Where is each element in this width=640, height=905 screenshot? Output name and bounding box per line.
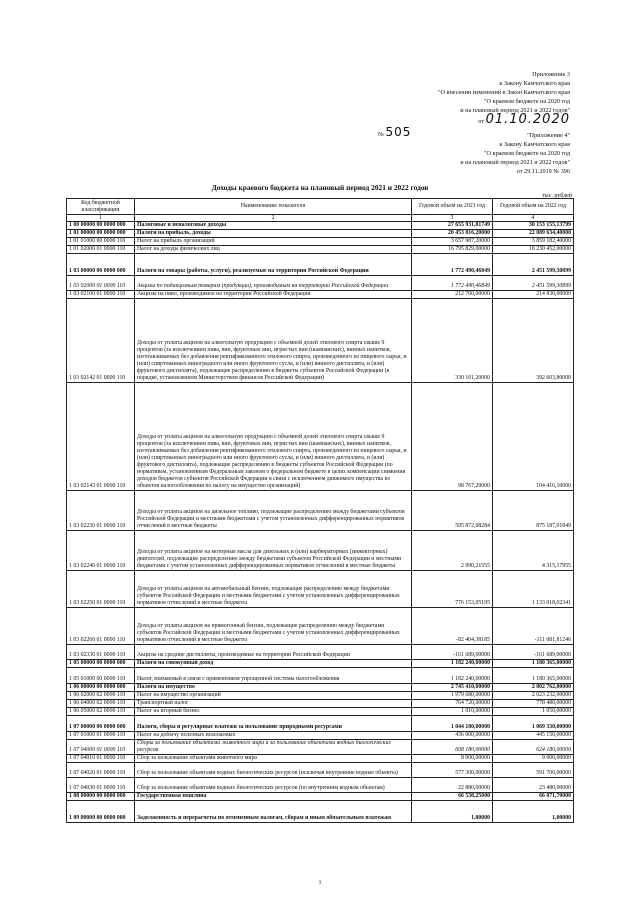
row-value-2021: 577 300,00000: [412, 763, 493, 778]
table-row: [67, 222, 574, 230]
handwritten-number: 505: [385, 125, 412, 139]
row-value-2022: 2 451 599,30899: [493, 254, 574, 276]
row-name: Налоговые и неналоговые доходы: [135, 222, 412, 230]
row-value-2022: 2 802 762,00000: [493, 684, 574, 692]
row-value-2022: 591 700,00000: [493, 763, 574, 778]
row-name: Налог на доходы физических лиц: [135, 246, 412, 254]
column-header-code: Код бюджетной классификации: [67, 199, 135, 215]
row-code: 1 03 02100 01 0000 110: [67, 291, 135, 299]
row-value-2022: 23 480,00000: [493, 778, 574, 793]
table-row: [67, 645, 574, 660]
law-ref-line: "О краевом бюджете на 2020 год: [484, 98, 570, 105]
row-name: Доходы от уплаты акцизов на моторные масла для дизельных и (или) карбюраторных (инжекторных) двигателей, подлежащие распределению между бюджетами субъектов Российской Федерации и местными бюджетами с учетом установленных дифференцированных нормативов отчислений в местные бюджеты: [135, 531, 412, 571]
row-code: 1 07 01000 01 0000 110: [67, 732, 135, 740]
row-name: Налоги на имущество: [135, 684, 412, 692]
row-value-2021: 1 182 240,00000: [412, 660, 493, 668]
row-value-2022: 104 416,10000: [493, 383, 574, 491]
column-header-2022: Годовой объем на 2022 год: [493, 199, 574, 215]
table-row: [67, 230, 574, 238]
table-row: [67, 801, 574, 823]
row-value-2022: 1 180 365,00000: [493, 660, 574, 668]
table-row: [67, 246, 574, 254]
row-code: 1 06 05000 02 0000 110: [67, 708, 135, 716]
revenue-table: [66, 198, 574, 823]
row-value-2021: 212 700,00000: [412, 291, 493, 299]
table-row: [67, 708, 574, 716]
table-row: [67, 491, 574, 531]
row-name: Налог на добычу полезных ископаемых: [135, 732, 412, 740]
row-code: 1 03 02143 01 0000 110: [67, 383, 135, 491]
row-name: Налог на имущество организаций: [135, 692, 412, 700]
row-code: 1 01 02000 01 0000 110: [67, 246, 135, 254]
law-ref-line: к Закону Камчатского края: [499, 141, 570, 148]
row-name: Сбор за пользование объектами водных биологических ресурсов (исключая внутренние водные объекты): [135, 763, 412, 778]
row-value-2021: -82 404,38185: [412, 608, 493, 645]
row-value-2021: 608 180,00000: [412, 740, 493, 755]
row-code: 1 06 00000 00 0000 000: [67, 684, 135, 692]
row-name: Задолженность и перерасчеты по отмененным налогам, сборам и иным обязательным платежам: [135, 801, 412, 823]
column-number: 4: [493, 215, 574, 222]
column-number: 3: [412, 215, 493, 222]
column-number: 2: [135, 215, 412, 222]
row-code: 1 03 02230 01 0000 110: [67, 491, 135, 531]
law-ref-line: и на плановый период 2021 и 2022 годов": [460, 159, 570, 166]
row-name: Доходы от уплаты акцизов на прямогонный бензин, подлежащие распределению между бюджетами субъектов Российской Федерации и местными бюджетами с учетом установленных дифференцированных нормативов отчислений в местные бюджеты: [135, 608, 412, 645]
row-value-2021: 66 538,25000: [412, 793, 493, 801]
document-title: Доходы краевого бюджета на плановый период 2021 и 2022 годов: [211, 183, 429, 192]
row-code: 1 03 02260 01 0000 110: [67, 608, 135, 645]
row-code: 1 07 04020 01 0000 110: [67, 763, 135, 778]
table-row: [67, 571, 574, 608]
row-value-2022: 445 150,00000: [493, 732, 574, 740]
row-value-2021: 1 979 680,00000: [412, 692, 493, 700]
row-name: Акцизы по подакцизным товарам (продукции), производимым на территории Российской Федерации: [135, 276, 412, 291]
row-value-2021: 27 655 931,81749: [412, 222, 493, 230]
table-row: [67, 276, 574, 291]
row-value-2022: 2 023 232,00000: [493, 692, 574, 700]
row-value-2022: 2 451 599,30899: [493, 276, 574, 291]
row-code: 1 09 00000 00 0000 000: [67, 801, 135, 823]
law-ref-line: от 29.11.2019 № 396: [516, 168, 570, 175]
row-value-2022: 30 153 155,13799: [493, 222, 574, 230]
row-code: 1 07 04030 01 0000 110: [67, 778, 135, 793]
row-name: Налоги, сборы и регулярные платежи за пользование природными ресурсами: [135, 716, 412, 732]
row-value-2021: 22 880,00000: [412, 778, 493, 793]
row-value-2021: 1 182 240,00000: [412, 668, 493, 684]
row-value-2022: 214 830,00000: [493, 291, 574, 299]
law-ref-line: к Закону Камчатского края: [499, 80, 570, 87]
row-name: Налог на прибыль организаций: [135, 238, 412, 246]
row-value-2022: 66 071,70000: [493, 793, 574, 801]
unit-label: тыс. рублей: [542, 193, 572, 199]
table-row: [67, 755, 574, 763]
table-row: [67, 700, 574, 708]
row-value-2021: 436 000,00000: [412, 732, 493, 740]
row-value-2022: 778 480,00000: [493, 700, 574, 708]
table-row: [67, 668, 574, 684]
row-name: Акцизы на пиво, производимое на территории Российской Федерации: [135, 291, 412, 299]
row-name: Доходы от уплаты акцизов на алкогольную продукцию с объемной долей этилового спирта свыше 9 процентов (за исключением пива, вин, фруктовых вин, игристых вин (шампанских), винных напитков, изготавливаемых без добавления ректификованного этилового спирта, произведенного из пищевого сырья, и (или) спиртованных виноградного или иного фруктового сусла, и (или) винного дистиллята, и (или) фруктового дистиллята), подлежащие распределению в бюджеты субъектов Российской Федерации (по нормативам, установленным Федеральным законом о федеральном бюджете в целях компенсации снижения доходов бюджетов субъектов Российской Федерации в связи с исключением движимого имущества из объектов налогообложения по налогу на имущество организаций): [135, 383, 412, 491]
row-name: Акцизы на средние дистилляты, производимые на территории Российской Федерации: [135, 645, 412, 660]
appendix-label-2: "Приложение 4": [527, 132, 570, 139]
row-value-2021: -161 689,00000: [412, 645, 493, 660]
row-name: Сбор за пользование объектами животного мира: [135, 755, 412, 763]
table-row: [67, 692, 574, 700]
table-row: [67, 778, 574, 793]
row-value-2021: 2 990,21555: [412, 531, 493, 571]
handwritten-date: 01.10.2020: [485, 112, 570, 127]
table-row: [67, 660, 574, 668]
row-name: Сбор за пользование объектами водных биологических ресурсов (по внутренним водным объектам): [135, 778, 412, 793]
row-name: Доходы от уплаты акцизов на алкогольную продукцию с объемной долей этилового спирта свыше 9 процентов (за исключением пива, вин, фруктовых вин, игристых вин (шампанских), винных напитков, изготавливаемых без добавления ректификованного этилового спирта, произведенного из пищевого сырья, и (или) спиртованных виноградного или иного фруктового сусла, и (или) винного дистиллята, и (или) фруктового дистиллята), подлежащие распределению в бюджеты субъектов Российской Федерации (в порядке, установленном Министерством финансов Российской Федерации): [135, 299, 412, 383]
row-value-2021: 595 872,08284: [412, 491, 493, 531]
row-name: Доходы от уплаты акцизов на дизельное топливо, подлежащие распределению между бюджетами субъектов Российской Федерации и местными бюджетами с учетом установленных дифференцированных нормативов отчислений в местные бюджеты: [135, 491, 412, 531]
table-row: [67, 383, 574, 491]
row-value-2021: 8 000,00000: [412, 755, 493, 763]
row-value-2021: 2 745 410,00000: [412, 684, 493, 692]
row-code: 1 03 02000 01 0000 110: [67, 276, 135, 291]
row-name: Налог, взимаемый в связи с применением упрощенной системы налогообложения: [135, 668, 412, 684]
column-number: 1: [67, 215, 135, 222]
row-code: 1 05 01000 00 0000 110: [67, 668, 135, 684]
table-row: [67, 763, 574, 778]
row-value-2021: 1 772 490,46849: [412, 254, 493, 276]
table-row: [67, 254, 574, 276]
row-value-2022: 4 315,17955: [493, 531, 574, 571]
row-value-2021: 764 720,00000: [412, 700, 493, 708]
row-code: 1 01 00000 00 0000 000: [67, 230, 135, 238]
row-value-2022: 1 050,00000: [493, 708, 574, 716]
number-prefix: №: [378, 131, 384, 138]
column-header-2021: Годовой объем на 2021 год: [412, 199, 493, 215]
row-value-2022: 624 180,00000: [493, 740, 574, 755]
row-code: 1 07 04010 01 0000 110: [67, 755, 135, 763]
row-value-2022: 392 603,80000: [493, 299, 574, 383]
row-value-2022: 9 000,00000: [493, 755, 574, 763]
table-row: [67, 608, 574, 645]
appendix-label: Приложение 3: [532, 71, 570, 78]
table-row: [67, 238, 574, 246]
row-value-2022: 3 859 182,40000: [493, 238, 574, 246]
table-row: [67, 793, 574, 801]
row-value-2021: 1,00000: [412, 801, 493, 823]
row-name: Государственная пошлина: [135, 793, 412, 801]
row-value-2022: 875 187,01849: [493, 491, 574, 531]
law-ref-line: "О внесении изменений в Закон Камчатского края: [438, 89, 570, 96]
row-code: 1 08 00000 00 0000 000: [67, 793, 135, 801]
row-value-2021: 1 010,00000: [412, 708, 493, 716]
row-name: Доходы от уплаты акцизов на автомобильный бензин, подлежащие распределению между бюджетами субъектов Российской Федерации и местными бюджетами с учетом установленных дифференцированных нормативов отчислений в местные бюджеты: [135, 571, 412, 608]
row-value-2021: 20 453 816,20000: [412, 230, 493, 238]
table-row: [67, 740, 574, 755]
row-code: 1 03 02250 01 0000 110: [67, 571, 135, 608]
row-name: Налоги на совокупный доход: [135, 660, 412, 668]
table-body: [67, 222, 574, 823]
row-value-2022: 22 089 634,40000: [493, 230, 574, 238]
law-number-line: [378, 125, 412, 139]
law-date: [290, 112, 570, 127]
row-value-2022: -111 081,81246: [493, 608, 574, 645]
row-code: 1 05 00000 00 0000 000: [67, 660, 135, 668]
law-ref-line: и на плановый период 2021 и 2022 годов": [460, 107, 570, 114]
appendix-reference-header: [290, 125, 570, 176]
row-code: 1 07 00000 00 0000 000: [67, 716, 135, 732]
row-code: 1 06 02000 02 0000 110: [67, 692, 135, 700]
table-row: [67, 716, 574, 732]
row-value-2022: -161 689,00000: [493, 645, 574, 660]
row-value-2021: 1 044 180,00000: [412, 716, 493, 732]
row-name: Транспортный налог: [135, 700, 412, 708]
row-code: 1 03 02240 01 0000 110: [67, 531, 135, 571]
date-prefix: от: [478, 118, 485, 125]
table-row: [67, 684, 574, 692]
table-row: [67, 299, 574, 383]
column-header-name: Наименование показателя: [135, 199, 412, 215]
row-value-2021: 16 795 829,00000: [412, 246, 493, 254]
row-value-2021: 776 153,05195: [412, 571, 493, 608]
row-value-2022: 1,00000: [493, 801, 574, 823]
page-number: 1: [318, 880, 322, 886]
row-code: 1 03 02330 01 0000 110: [67, 645, 135, 660]
law-reference-header: [290, 70, 570, 126]
row-code: 1 01 01000 00 0000 110: [67, 238, 135, 246]
row-name: Налог на игорный бизнес: [135, 708, 412, 716]
table-row: [67, 732, 574, 740]
row-code: 1 03 02142 01 0000 110: [67, 299, 135, 383]
row-code: 1 00 00000 00 0000 000: [67, 222, 135, 230]
row-value-2021: 98 767,20000: [412, 383, 493, 491]
table-row: [67, 531, 574, 571]
row-code: 1 03 00000 00 0000 000: [67, 254, 135, 276]
row-code: 1 06 04000 02 0000 110: [67, 700, 135, 708]
row-value-2022: 1 133 018,02341: [493, 571, 574, 608]
table-row: [67, 291, 574, 299]
row-value-2022: 18 230 452,00000: [493, 246, 574, 254]
row-value-2021: 1 772 490,46849: [412, 276, 493, 291]
law-ref-line: "О краевом бюджете на 2020 год: [484, 150, 570, 157]
row-value-2022: 1 069 330,00000: [493, 716, 574, 732]
row-value-2021: 330 101,20000: [412, 299, 493, 383]
row-value-2022: 1 180 365,00000: [493, 668, 574, 684]
row-name: Налоги на прибыль, доходы: [135, 230, 412, 238]
row-name: Налоги на товары (работы, услуги), реализуемые на территории Российской Федерации: [135, 254, 412, 276]
row-code: 1 07 04000 01 0000 110: [67, 740, 135, 755]
row-name: Сборы за пользование объектами животного мира и за пользование объектами водных биологических ресурсов: [135, 740, 412, 755]
row-value-2021: 3 657 987,20000: [412, 238, 493, 246]
